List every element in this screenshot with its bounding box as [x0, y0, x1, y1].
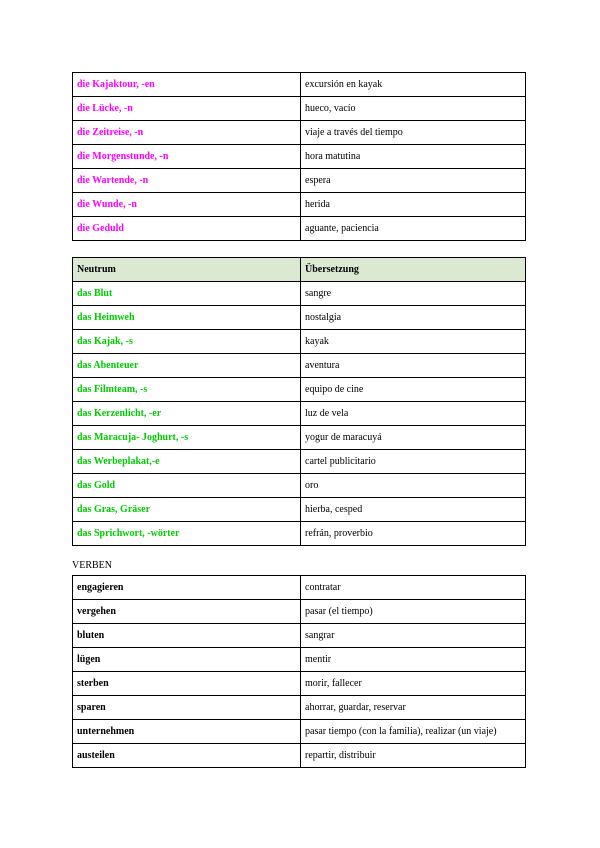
translation: luz de vela: [301, 402, 526, 426]
german-word: das Heimweh: [73, 306, 301, 330]
german-word: das Gold: [73, 474, 301, 498]
german-word: die Morgenstunde, -n: [73, 145, 301, 169]
table-row: [73, 402, 526, 426]
translation: sangrar: [301, 624, 526, 648]
table-row: [73, 306, 526, 330]
translation: repartir, distribuir: [301, 744, 526, 768]
translation: refrán, proverbio: [301, 522, 526, 546]
verbs-table: [72, 575, 526, 768]
table-row: [73, 169, 526, 193]
column-header-translation: Übersetzung: [301, 258, 526, 282]
translation: equipo de cine: [301, 378, 526, 402]
translation: aventura: [301, 354, 526, 378]
table-row: [73, 648, 526, 672]
table-row: [73, 474, 526, 498]
verbs-heading: VERBEN: [72, 560, 112, 571]
table-row: [73, 145, 526, 169]
translation: excursión en kayak: [301, 73, 526, 97]
translation: viaje a través del tiempo: [301, 121, 526, 145]
table-row: [73, 282, 526, 306]
translation: morir, fallecer: [301, 672, 526, 696]
translation: herida: [301, 193, 526, 217]
german-word: das Filmteam, -s: [73, 378, 301, 402]
german-word: die Kajaktour, -en: [73, 73, 301, 97]
table-row: [73, 378, 526, 402]
translation: yogur de maracuyá: [301, 426, 526, 450]
table-row: [73, 354, 526, 378]
german-word: die Wunde, -n: [73, 193, 301, 217]
german-word: das Werbeplakat,-e: [73, 450, 301, 474]
translation: ahorrar, guardar, reservar: [301, 696, 526, 720]
table-row: [73, 193, 526, 217]
table-row: [73, 97, 526, 121]
german-verb: sterben: [73, 672, 301, 696]
table-row: [73, 576, 526, 600]
german-word: das Gras, Gräser: [73, 498, 301, 522]
german-verb: vergehen: [73, 600, 301, 624]
table-row: [73, 426, 526, 450]
table-row: [73, 624, 526, 648]
translation: pasar (el tiempo): [301, 600, 526, 624]
translation: hora matutina: [301, 145, 526, 169]
german-verb: lügen: [73, 648, 301, 672]
table-row: [73, 600, 526, 624]
table-row: [73, 217, 526, 241]
translation: hierba, cesped: [301, 498, 526, 522]
translation: nostalgia: [301, 306, 526, 330]
german-word: das Abenteuer: [73, 354, 301, 378]
translation: pasar tiempo (con la familia), realizar (un viaje): [301, 720, 526, 744]
german-verb: unternehmen: [73, 720, 301, 744]
german-word: das Maracuja- Joghurt, -s: [73, 426, 301, 450]
german-word: die Lücke, -n: [73, 97, 301, 121]
translation: cartel publicitario: [301, 450, 526, 474]
german-verb: austeilen: [73, 744, 301, 768]
german-verb: sparen: [73, 696, 301, 720]
table-row: [73, 330, 526, 354]
translation: oro: [301, 474, 526, 498]
table-row: [73, 73, 526, 97]
translation: hueco, vacío: [301, 97, 526, 121]
table-row: [73, 522, 526, 546]
german-word: das Sprichwort, -wörter: [73, 522, 301, 546]
feminine-nouns-table: [72, 72, 526, 241]
translation: kayak: [301, 330, 526, 354]
table-row: [73, 744, 526, 768]
translation: contratar: [301, 576, 526, 600]
german-word: das Blut: [73, 282, 301, 306]
german-verb: bluten: [73, 624, 301, 648]
german-word: das Kerzenlicht, -er: [73, 402, 301, 426]
table-row: [73, 696, 526, 720]
table-row: [73, 498, 526, 522]
german-verb: engagieren: [73, 576, 301, 600]
german-word: die Wartende, -n: [73, 169, 301, 193]
translation: mentir: [301, 648, 526, 672]
neuter-nouns-table: [72, 257, 526, 546]
table-header-row: [73, 258, 526, 282]
translation: espera: [301, 169, 526, 193]
german-word: das Kajak, -s: [73, 330, 301, 354]
column-header-neutrum: Neutrum: [73, 258, 301, 282]
german-word: die Geduld: [73, 217, 301, 241]
translation: aguante, paciencia: [301, 217, 526, 241]
table-row: [73, 121, 526, 145]
table-row: [73, 672, 526, 696]
translation: sangre: [301, 282, 526, 306]
table-row: [73, 450, 526, 474]
german-word: die Zeitreise, -n: [73, 121, 301, 145]
table-row: [73, 720, 526, 744]
